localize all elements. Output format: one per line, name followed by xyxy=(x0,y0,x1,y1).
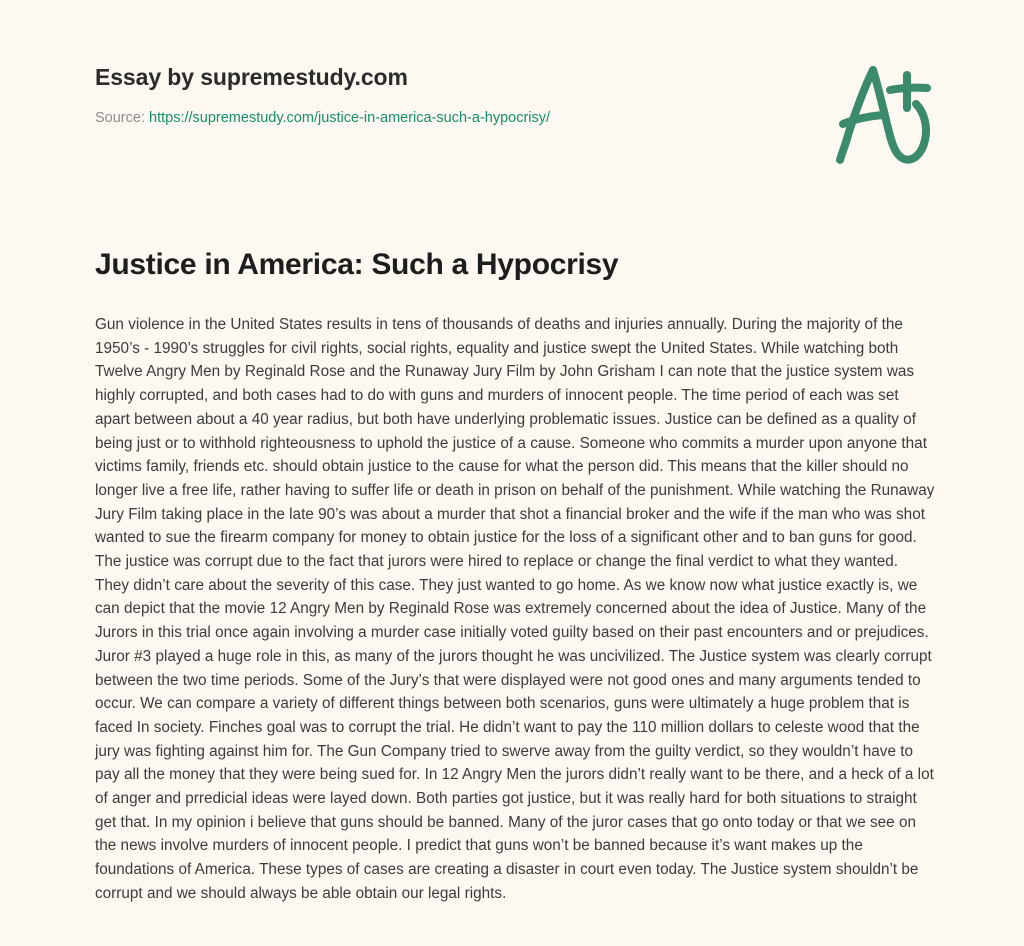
a-plus-logo-icon xyxy=(828,56,938,168)
a-plus-logo[interactable] xyxy=(828,56,938,168)
page-header xyxy=(95,62,940,182)
article-body xyxy=(95,284,935,906)
article xyxy=(95,246,935,906)
source-url-link[interactable]: https://supremestudy.com/justice-in-america-such-a-hypocrisy/ xyxy=(149,110,551,126)
source-label: Source: xyxy=(95,110,145,126)
source-row xyxy=(95,108,940,128)
article-paragraph: Gun violence in the United States results in tens of thousands of deaths and injuries annually. During the majority of the 1950’s - 1990’s struggles for civil rights, social rights, equality and justice swept the United States. While watching both Twelve Angry Men by Reginald Rose and the Runaway Jury Film by John Grisham I can note that the justice system was highly corrupted, and both cases had to do with guns and murders of innocent people. The time period of each was set apart between about a 40 year radius, but both have underlying problematic issues. Justice can be defined as a quality of being just or to withhold righteousness to uphold the justice of a cause. Someone who commits a murder upon anyone that victims family, friends etc. should obtain justice to the cause for what the person did. This means that the killer should no longer live a free life, rather having to suffer life or death in prison on behalf of the punishment. While watching the Runaway Jury Film taking place in the late 90’s was about a murder that shot a financial broker and the wife if the man who was shot wanted to sue the firearm company for money to obtain justice for the loss of a significant other and to ban guns for good. The justice was corrupt due to the fact that jurors were hired to replace or change the final verdict to what they wanted. They didn’t care about the severity of this case. They just wanted to go home. As we know now what justice exactly is, we can depict that the movie 12 Angry Men by Reginald Rose was extremely concerned about the idea of Justice. Many of the Jurors in this trial once again involving a murder case initially voted guilty based on their past encounters and or prejudices. Juror #3 played a huge role in this, as many of the jurors thought he was uncivilized. The Justice system was clearly corrupt between the two time periods. Some of the Jury’s that were displayed were not good ones and many arguments tended to occur. We can compare a variety of different things between both scenarios, guns were ultimately a huge problem that is faced In society. Finches goal was to corrupt the trial. He didn’t want to pay the 110 million dollars to celeste wood that the jury was fighting against him for. The Gun Company tried to swerve away from the guilty verdict, so they wouldn’t have to pay all the money that they were being sued for. In 12 Angry Men the jurors didn’t really want to be there, and a heck of a lot of anger and prredicial ideas were layed down. Both parties got justice, but it was really hard for both situations to straight get that. In my opinion i believe that guns should be banned. Many of the juror cases that go onto today or that we see on the news involve murders of innocent people. I predict that guns won’t be banned because it’s want makes up the foundations of America. These types of cases are creating a disaster in court even today. The Justice system shouldn’t be corrupt and we should always be able obtain our legal rights. xyxy=(95,316,935,902)
page-title: Justice in America: Such a Hypocrisy xyxy=(95,248,619,281)
site-byline: Essay by supremestudy.com xyxy=(95,64,408,90)
